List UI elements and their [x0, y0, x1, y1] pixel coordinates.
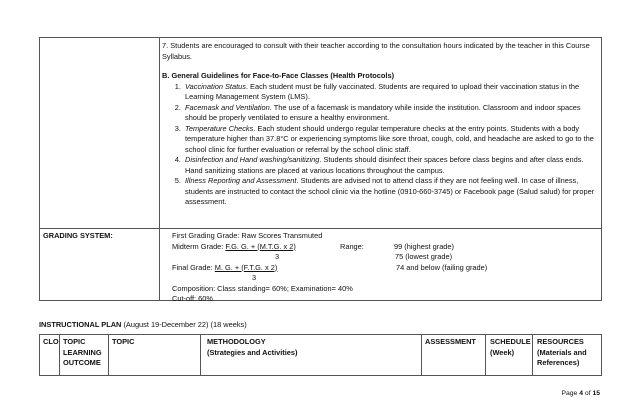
final-formula: M. G. + (F.T.G. x 2) [214, 262, 278, 272]
header-resources [537, 337, 587, 369]
page-total: 15 [592, 390, 600, 397]
header-clo: CLO [43, 337, 59, 346]
midterm-grade-line [172, 242, 592, 253]
guideline-text: . The use of a facemask is mandatory while inside the institution. Classroom and indoor spaces should be properly ventilated to ensure a healthy environment. [185, 102, 581, 123]
guideline-title: Temperature Checks [185, 123, 254, 133]
guideline-title: Vaccination Status [185, 81, 246, 91]
column-divider [485, 335, 486, 375]
guideline-text: . Students should disinfect their spaces before class begins and after class ends. Hand sanitizing stations are placed at various locations throughout the campus. [185, 155, 584, 175]
page-number [561, 389, 600, 399]
guideline-item [183, 155, 598, 176]
range-lowest: 75 (lowest grade) [395, 252, 453, 261]
row-divider [40, 228, 601, 229]
first-grading-line: First Grading Grade: Raw Scores Transmuted [172, 231, 323, 240]
range-highest: 99 (highest grade) [394, 241, 454, 251]
header-line: (Strategies and Activities) [207, 347, 298, 357]
header-line: (Week) [490, 347, 515, 357]
health-protocols-title: B. General Guidelines for Face-to-Face Classes (Health Protocols) [162, 71, 395, 81]
composition-line: Composition: Class standing= 60%; Examination= 40% [172, 283, 353, 293]
header-assessment: ASSESSMENT [425, 337, 476, 346]
guideline-item [183, 103, 598, 124]
midterm-divisor: 3 [275, 252, 280, 261]
header-topic: TOPIC [112, 337, 135, 346]
page-of: of [582, 390, 593, 397]
header-line: SCHEDULE [490, 337, 531, 346]
final-label: Final Grade: [172, 262, 215, 272]
guideline-item [183, 124, 598, 156]
instructional-plan-title: INSTRUCTIONAL PLAN [39, 320, 122, 329]
guideline-item [183, 176, 598, 208]
column-divider [59, 335, 60, 375]
guideline-title: Disinfection and Hand washing/sanitizing [185, 155, 320, 165]
health-guidelines-list [162, 82, 598, 208]
instructional-plan-heading [39, 320, 247, 331]
range-label: Range: [340, 241, 364, 251]
column-divider [108, 335, 109, 375]
header-schedule [490, 337, 531, 358]
page-prefix: Page [561, 390, 580, 397]
header-line: (Materials and [537, 347, 587, 357]
guideline-text: . Students are advised not to attend class if they are not feeling well. In case of illness, students are instructed to contact the school clinic via the hotline (0910-660-3745) or Facebook page (Salud salud) for proper assessment. [185, 176, 595, 207]
range-failing: 74 and below (failing grade) [396, 262, 488, 272]
guideline-text: . Each student should undergo regular temperature checks at the entry points. Students with a body temperature higher than 37.8°C or experiencing symptoms like sore throat, cough, cold, and headache are asked to go to the school clinic for further evaluation or referral by the school clinic staff. [185, 123, 594, 154]
header-line: References) [537, 358, 580, 368]
guideline-item [183, 82, 598, 103]
final-divisor-line [172, 273, 592, 284]
column-divider [532, 335, 533, 375]
instructional-plan-subtitle: (August 19-December 22) (18 weeks) [121, 320, 247, 329]
header-line: RESOURCES [537, 337, 584, 346]
column-divider [421, 335, 422, 375]
column-divider [200, 335, 201, 375]
header-line: OUTCOME [63, 358, 101, 368]
header-line: TOPIC [63, 337, 86, 346]
header-line: METHODOLOGY [207, 337, 266, 346]
midterm-label: Midterm Grade: [172, 241, 226, 251]
final-grade-line [172, 263, 592, 274]
header-line: LEARNING [63, 347, 102, 357]
grading-system-label: GRADING SYSTEM: [43, 231, 113, 240]
guideline-text: . Each student must be fully vaccinated. Students are required to upload their vaccination status in the Learning Management System (LMS). [185, 81, 580, 102]
midterm-formula: F.G. G. + (M.T.G. x 2) [225, 241, 296, 251]
column-divider [159, 38, 160, 300]
policy-item-7: 7. Students are encouraged to consult with their teacher according to the consultation hours indicated by the teacher in this Course Syllabus. [162, 41, 590, 61]
header-methodology [207, 337, 298, 358]
guideline-title: Illness Reporting and Assessment [185, 176, 297, 186]
instructional-plan-table [39, 334, 602, 376]
final-divisor: 3 [252, 273, 257, 282]
header-topic-learning-outcome [63, 337, 102, 369]
policies-cell [162, 41, 598, 208]
grading-cell [172, 231, 592, 305]
cutoff-line: Cut-off: 60% [172, 294, 213, 303]
policies-grading-table [39, 37, 602, 301]
page-current: 4 [579, 390, 583, 397]
guideline-title: Facemask and Ventilation [185, 102, 270, 112]
midterm-divisor-line [172, 252, 592, 263]
